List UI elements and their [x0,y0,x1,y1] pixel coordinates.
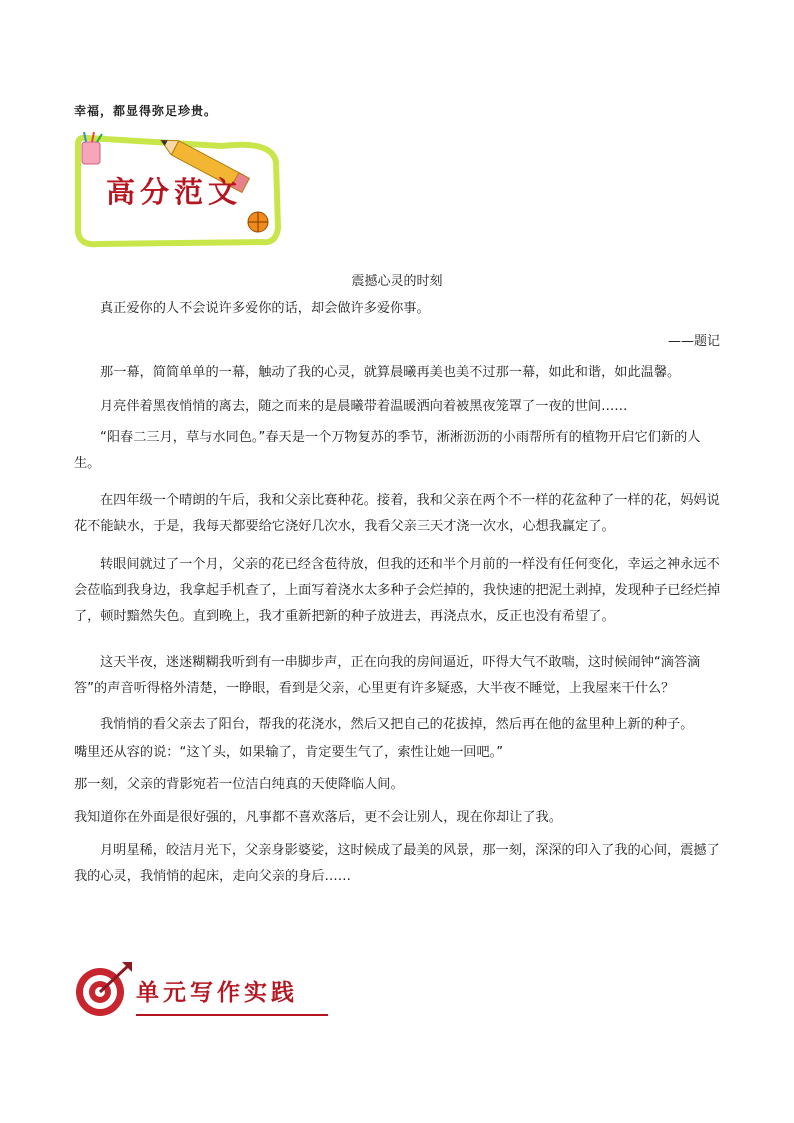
unit-writing-practice-header [70,960,332,1020]
essay-epigraph: 真正爱你的人不会说许多爱你的话，却会做许多爱你事。 [100,301,430,316]
high-score-essay-banner [72,132,284,250]
essay-paragraph: 在四年级一个晴朗的午后，我和父亲比赛种花。接着，我和父亲在两个不一样的花盆种了一样的花，妈妈说花不能缺水，于是，我每天都要给它浇好几次水，我看父亲三天才浇一次水，心想我赢定了。 [74,493,720,534]
essay-paragraph: 转眼间就过了一个月，父亲的花已经含苞待放，但我的还和半个月前的一样没有任何变化，幸运之神永远不会莅临到我身边，我拿起手机查了，上面写着浇水太多种子会烂掉的，我快速的把泥土剥掉，发现种子已经烂掉了，顿时黯然失色。直到晚上，我才重新把新的种子放进去，再浇点水，反正也没有希望了。 [74,557,721,624]
epigraph-signature: ——题记 [667,334,720,349]
essay-title: 震撼心灵的时刻 [351,274,443,289]
basketball-icon [248,212,268,232]
essay-paragraph: 月明星稀，皎洁月光下，父亲身影婆娑，这时候成了最美的风景，那一刻，深深的印入了我的心间，震撼了我的心灵，我悄悄的起床，走向父亲的身后…… [74,843,720,884]
essay-paragraph: 我知道你在外面是很好强的，凡事都不喜欢落后，更不会让别人，现在你却让了我。 [74,810,562,825]
essay-paragraph: 这天半夜，迷迷糊糊我听到有一串脚步声，正在向我的房间逼近，吓得大气不敢喘，这时候闹钟“滴答滴答”的声音听得格外清楚，一睁眼，看到是父亲，心里更有许多疑惑，大半夜不睡觉，上我屋来干什么？ [74,655,701,696]
section-title: 单元写作实践 [136,979,298,1006]
banner-label: 高分范文 [106,175,243,209]
continued-text: 幸福，都显得弥足珍贵。 [74,104,218,118]
essay-paragraph: 那一幕，简简单单的一幕，触动了我的心灵，就算晨曦再美也美不过那一幕，如此和谐，如此温馨。 [100,365,681,380]
section-underline [136,1014,328,1016]
essay-paragraph: 我悄悄的看父亲去了阳台，帮我的花浇水，然后又把自己的花拔掉，然后再在他的盆里种上新的种子。 [100,717,694,732]
essay-paragraph: 嘴里还从容的说：“这丫头，如果输了，肯定要生气了，索性让她一回吧。” [74,745,504,760]
target-icon [70,960,134,1020]
essay-paragraph: 月亮伴着黑夜悄悄的离去，随之而来的是晨曦带着温暖洒向着被黑夜笼罩了一夜的世间…… [100,399,628,414]
essay-paragraph: “阳春二三月，草与水同色。”春天是一个万物复苏的季节，淅淅沥沥的小雨帮所有的植物开启它们新的人生。 [74,430,701,471]
essay-paragraph: 那一刻，父亲的背影宛若一位洁白纯真的天使降临人间。 [74,777,404,792]
